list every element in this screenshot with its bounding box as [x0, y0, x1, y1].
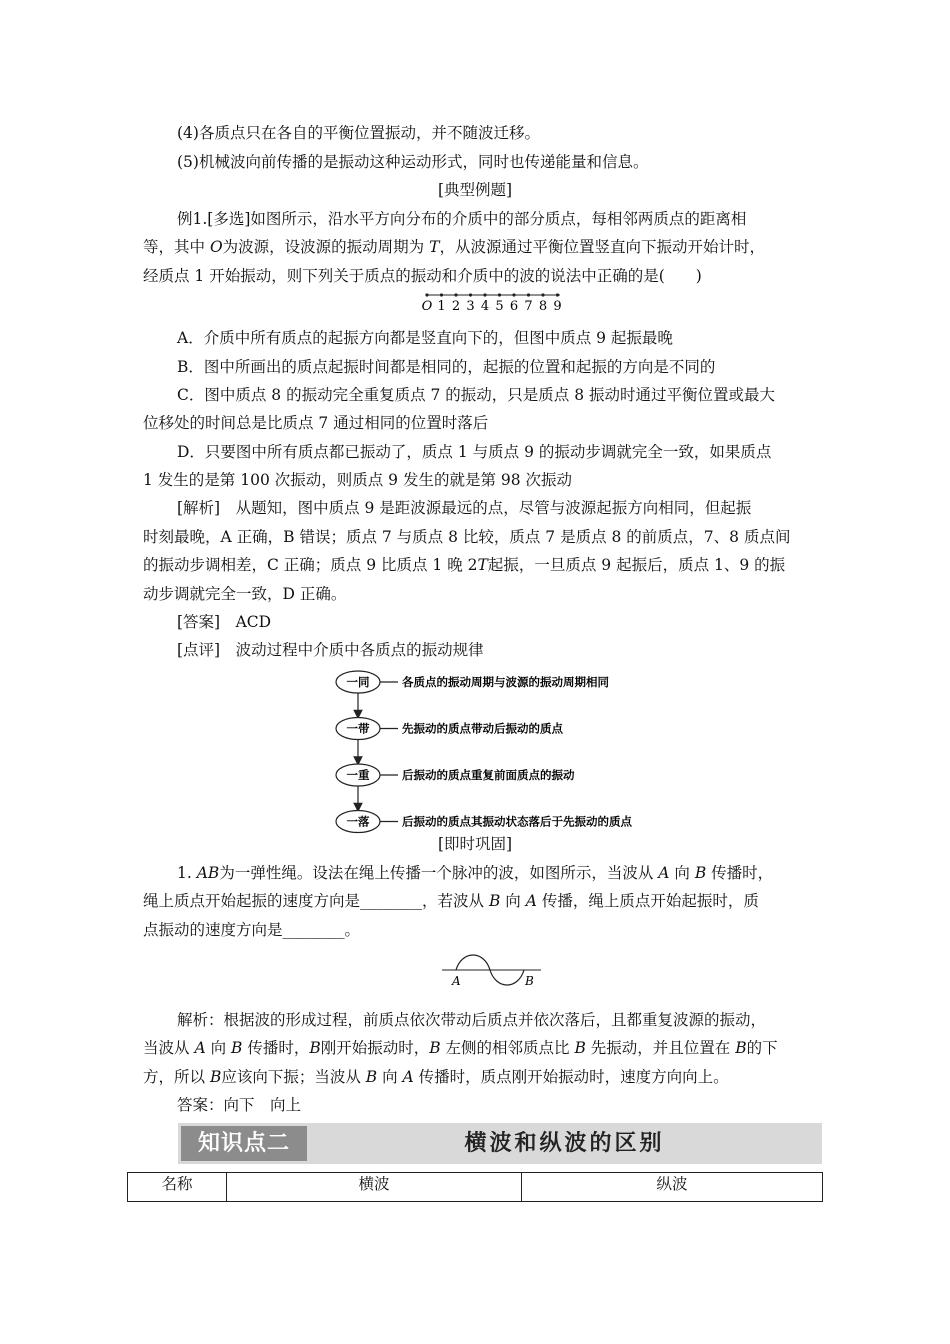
instant-practice-heading: [即时巩固] — [437, 835, 513, 853]
particle-point-6 — [512, 293, 515, 296]
flow-description: 后振动的质点重复前面质点的振动 — [402, 768, 575, 782]
question1-line1: 1. AB为一弹性绳。设法在绳上传播一个脉冲的波，如图所示，当波从 A 向 B 传播时， — [177, 864, 774, 882]
particle-label-7: 7 — [524, 299, 533, 314]
flow-node-label: 一带 — [346, 721, 370, 736]
particle-point-9 — [556, 293, 559, 296]
answer: [答案] ACD — [177, 613, 272, 631]
particle-label-8: 8 — [538, 299, 548, 314]
example1-line2: 等，其中 O为波源，设波源的振动周期为 T，从波源通过平衡位置竖直向下振动开始计时， — [143, 238, 765, 256]
origin-point — [425, 293, 428, 296]
pulse-wave-figure — [440, 945, 544, 991]
option-b: B．图中所画出的质点起振时间都是相同的，起振的位置和起振的方向是不同的 — [177, 358, 716, 376]
solution-line3: 方，所以 B应该向下振；当波从 B 向 A 传播时，质点刚开始振动时，速度方向向上。 — [143, 1068, 729, 1086]
option-d-line1: D．只要图中所有质点都已振动了，质点 1 与质点 9 的振动步调就完全一致，如果质点 — [177, 443, 772, 461]
header-name: 名称 — [128, 1173, 227, 1202]
label-a: A — [452, 974, 461, 988]
wave-comparison-table — [127, 1172, 823, 1202]
option-a: A．介质中所有质点的起振方向都是竖直向下的，但图中质点 9 起振最晚 — [177, 329, 673, 347]
knowledge-point-title: 横波和纵波的区别 — [464, 1131, 665, 1156]
particle-point-4 — [483, 293, 486, 296]
comment: [点评] 波动过程中介质中各质点的振动规律 — [177, 641, 484, 659]
analysis-line1: [解析] 从题知，图中质点 9 是距波源最远的点，尽管与波源起振方向相同，但起振 — [177, 499, 752, 517]
particle-point-5 — [498, 293, 501, 296]
label-b: B — [525, 974, 534, 988]
flow-description: 各质点的振动周期与波源的振动周期相同 — [402, 675, 609, 689]
solution-answer: 答案：向下 向上 — [177, 1096, 302, 1114]
flow-description: 先振动的质点带动后振动的质点 — [402, 721, 563, 736]
particle-point-1 — [440, 293, 443, 296]
header-longitudinal: 纵波 — [522, 1173, 823, 1202]
solution-line1: 解析：根据波的形成过程，前质点依次带动后质点并依次落后，且都重复波源的振动， — [177, 1011, 767, 1029]
typical-example-heading: [典型例题] — [437, 181, 513, 199]
question1-line2: 绳上质点开始起振的速度方向是________，若波从 B 向 A 传播，绳上质点开始起振时，质 — [143, 892, 759, 910]
paragraph-4: (4)各质点只在各自的平衡位置振动，并不随波迁移。 — [177, 124, 540, 142]
flow-node-label: 一同 — [346, 675, 370, 689]
particle-point-8 — [541, 293, 544, 296]
particle-label-4: 4 — [480, 299, 490, 314]
particle-point-2 — [454, 293, 457, 296]
particle-label-6: 6 — [509, 299, 519, 314]
option-c-line2: 位移处的时间总是比质点 7 通过相同的位置时落后 — [143, 414, 489, 432]
particle-label-2: 2 — [451, 299, 461, 314]
flow-node-label: 一重 — [346, 768, 370, 782]
particle-line-figure — [420, 289, 570, 315]
particle-label-3: 3 — [466, 299, 475, 314]
example1-line1: 例1.[多选]如图所示，沿水平方向分布的介质中的部分质点，每相邻两质点的距离相 — [177, 210, 747, 228]
solution-line2: 当波从 A 向 B 传播时，B刚开始振动时，B 左侧的相邻质点比 B 先振动，并且位置在 B的下 — [143, 1039, 778, 1057]
analysis-line4: 动步调就完全一致，D 正确。 — [143, 585, 347, 603]
option-c-line1: C．图中质点 8 的振动完全重复质点 7 的振动，只是质点 8 振动时通过平衡位置或最大 — [177, 386, 776, 404]
question1-line3: 点振动的速度方向是________。 — [143, 921, 361, 939]
flow-node-label: 一落 — [346, 814, 370, 829]
knowledge-point-tag: 知识点二 — [181, 1126, 307, 1161]
particle-label-5: 5 — [495, 299, 504, 314]
particle-point-7 — [527, 293, 530, 296]
option-d-line2: 1 发生的是第 100 次振动，则质点 9 发生的就是第 98 次振动 — [143, 471, 573, 489]
paragraph-5: (5)机械波向前传播的是振动这种运动形式，同时也传递能量和信息。 — [177, 153, 649, 171]
origin-label: O — [421, 299, 433, 314]
header-transverse: 横波 — [227, 1173, 522, 1202]
particle-label-1: 1 — [437, 299, 446, 314]
vibration-rules-flowchart — [330, 664, 670, 834]
flow-description: 后振动的质点其振动状态落后于先振动的质点 — [402, 814, 632, 829]
particle-label-9: 9 — [553, 299, 562, 314]
table-header-row — [128, 1173, 823, 1202]
analysis-line2: 时刻最晚，A 正确，B 错误；质点 7 与质点 8 比较，质点 7 是质点 8 的前质点，7、8 质点间 — [143, 528, 791, 546]
particle-point-3 — [469, 293, 472, 296]
example1-line3: 经质点 1 开始振动，则下列关于质点的振动和介质中的波的说法中正确的是( ) — [143, 267, 702, 285]
analysis-line3: 的振动步调相差，C 正确；质点 9 比质点 1 晚 2T起振，一旦质点 9 起振后，质点 1、9 的振 — [143, 556, 786, 574]
